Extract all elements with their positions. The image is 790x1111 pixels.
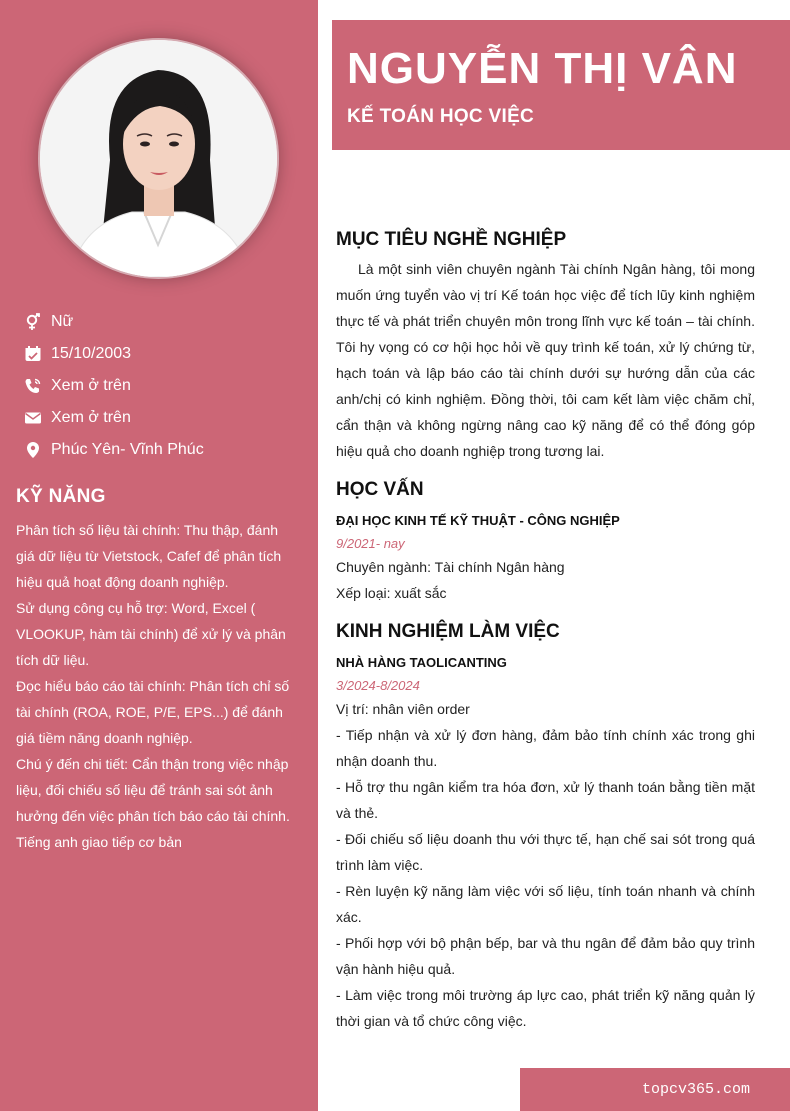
education-rank: Xếp loại: xuất sắc <box>336 585 447 601</box>
skill-item: Tiếng anh giao tiếp cơ bản <box>16 834 182 850</box>
education-title: HỌC VẤN <box>336 479 424 500</box>
experience-title: KINH NGHIỆM LÀM VIỆC <box>336 621 560 642</box>
email-icon <box>24 409 42 427</box>
experience-company: NHÀ HÀNG TAOLICANTING <box>336 655 507 670</box>
contact-phone <box>24 370 304 402</box>
header-banner <box>332 20 790 150</box>
education-period: 9/2021- nay <box>336 536 405 551</box>
contact-gender <box>24 306 304 338</box>
contact-location-text: Phúc Yên- Vĩnh Phúc <box>51 441 204 458</box>
experience-position: Vị trí: nhân viên order <box>336 701 470 717</box>
objective-text: Là một sinh viên chuyên ngành Tài chính Ngân hàng, tôi mong muốn ứng tuyển vào vị trí Kế toán học việc để tích lũy kinh nghiệm thực tế và phát triển chuyên môn trong lĩnh vực kế toán – tài chính. Tôi hy vọng có cơ hội học hỏi về quy trình kế toán, xử lý chứng từ, hạch toán và lập báo cáo tài chính dưới sự hướng dẫn của các anh/chị có kinh nghiệm. Đồng thời, tôi cam kết làm việc chăm chỉ, cẩn thận và không ngừng nâng cao kỹ năng để có thể đóng góp hiệu quả cho doanh nghiệp trong tương lai. <box>336 261 755 459</box>
contact-birthday-text: 15/10/2003 <box>51 345 132 362</box>
contact-location <box>24 434 304 466</box>
candidate-role: KẾ TOÁN HỌC VIỆC <box>347 106 535 127</box>
skill-item: Đọc hiểu báo cáo tài chính: Phân tích chỉ số tài chính (ROA, ROE, P/E, EPS...) để đánh giá tiềm năng doanh nghiệp. <box>16 678 290 746</box>
experience-duty: - Hỗ trợ thu ngân kiểm tra hóa đơn, xử lý thanh toán bằng tiền mặt và thẻ. <box>336 779 755 821</box>
objective-title: MỤC TIÊU NGHỀ NGHIỆP <box>336 229 567 250</box>
main-content <box>336 226 755 1034</box>
education-school: ĐẠI HỌC KINH TẾ KỸ THUẬT - CÔNG NGHIỆP <box>336 513 620 528</box>
experience-period: 3/2024-8/2024 <box>336 678 420 693</box>
candidate-name: NGUYỄN THỊ VÂN <box>347 44 738 93</box>
experience-duty: - Rèn luyện kỹ năng làm việc với số liệu, tính toán nhanh và chính xác. <box>336 883 755 925</box>
contact-phone-text: Xem ở trên <box>51 377 131 394</box>
footer-banner <box>520 1068 790 1111</box>
skills-title: KỸ NĂNG <box>16 486 106 507</box>
skill-item: Sử dụng công cụ hỗ trợ: Word, Excel ( VLOOKUP, hàm tài chính) để xử lý và phân tích dữ liệu. <box>16 600 286 668</box>
sidebar <box>0 0 318 1111</box>
contact-email-text: Xem ở trên <box>51 409 131 426</box>
gender-icon <box>24 313 42 331</box>
contact-birthday <box>24 338 304 370</box>
contact-email <box>24 402 304 434</box>
experience-duty: - Tiếp nhận và xử lý đơn hàng, đảm bảo tính chính xác trong ghi nhận doanh thu. <box>336 727 755 769</box>
phone-icon <box>24 377 42 395</box>
skill-item: Chú ý đến chi tiết: Cẩn thận trong việc nhập liệu, đối chiếu số liệu để tránh sai sót ảnh hưởng đến việc phân tích báo cáo tài chính. <box>16 756 290 824</box>
footer-site-link[interactable]: topcv365.com <box>641 1081 750 1098</box>
experience-duty: - Đối chiếu số liệu doanh thu với thực tế, hạn chế sai sót trong quá trình làm việc. <box>336 831 755 873</box>
location-icon <box>24 441 42 459</box>
education-major: Chuyên ngành: Tài chính Ngân hàng <box>336 559 565 575</box>
experience-duty: - Làm việc trong môi trường áp lực cao, phát triển kỹ năng quản lý thời gian và tổ chức công việc. <box>336 987 755 1029</box>
calendar-icon <box>24 345 42 363</box>
profile-photo <box>40 40 277 277</box>
skill-item: Phân tích số liệu tài chính: Thu thập, đánh giá dữ liệu từ Vietstock, Cafef để phân tích hiệu quả hoạt động doanh nghiệp. <box>16 522 282 590</box>
contact-list <box>24 306 304 466</box>
skills-list <box>16 517 300 855</box>
experience-duty: - Phối hợp với bộ phận bếp, bar và thu ngân để đảm bảo quy trình vận hành hiệu quả. <box>336 935 755 977</box>
contact-gender-text: Nữ <box>51 313 74 330</box>
